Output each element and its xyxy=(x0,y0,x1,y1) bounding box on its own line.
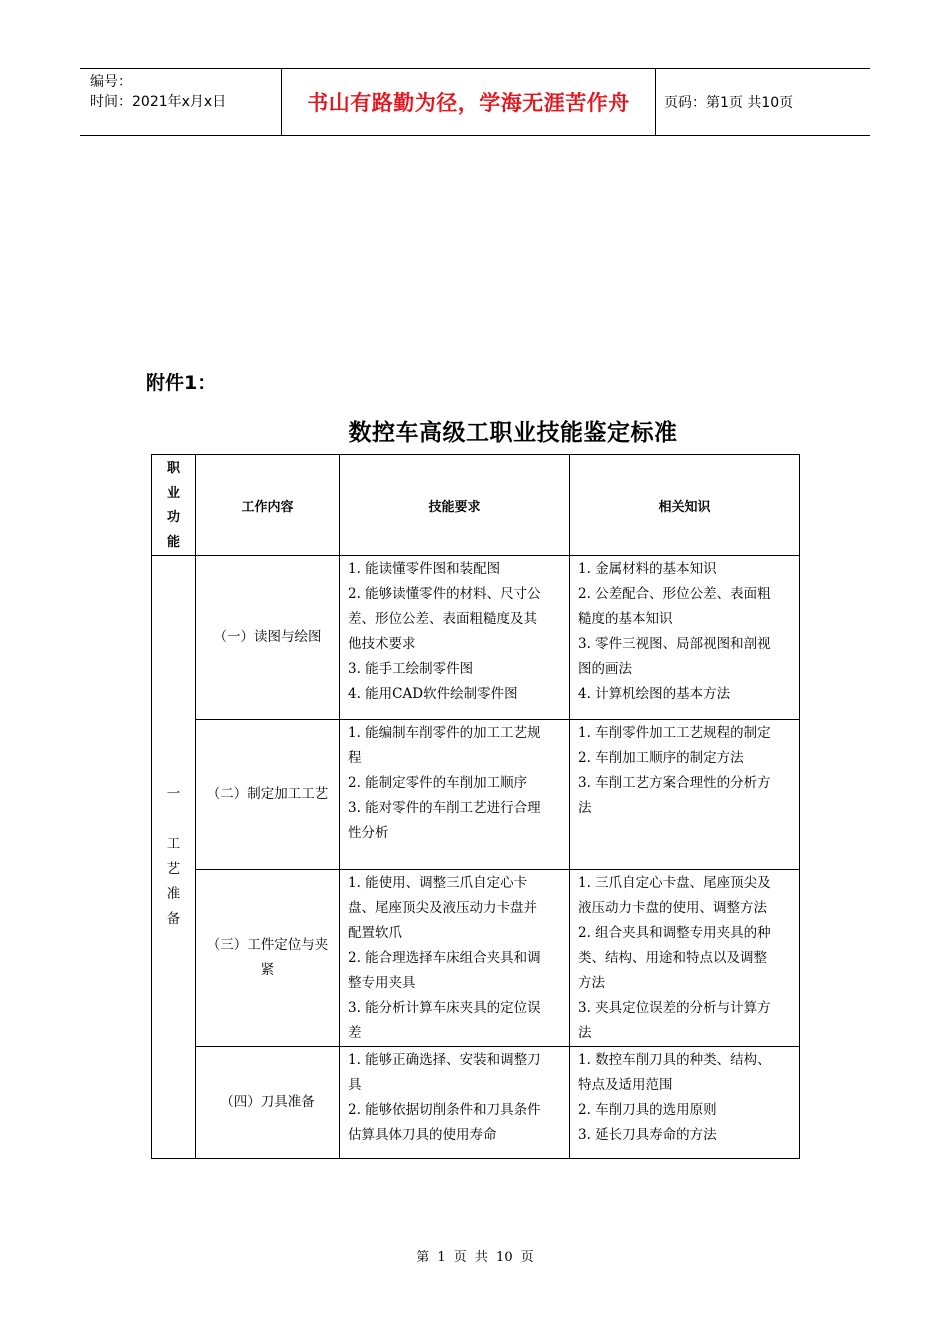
table-row xyxy=(152,870,800,1047)
knowledge-cell: 1. 三爪自定心卡盘、尾座顶尖及 液压动力卡盘的使用、调整方法 2. 组合夹具和调整专用夹具的种 类、结构、用途和特点以及调整 方法 3. 夹具定位误差的分析与计算方 法 xyxy=(570,870,800,1047)
header-function: 职 业 功 能 xyxy=(152,455,196,556)
document-header xyxy=(80,68,870,136)
knowledge-cell: 1. 车削零件加工工艺规程的制定 2. 车削加工顺序的制定方法 3. 车削工艺方案合理性的分析方 法 xyxy=(570,720,800,870)
header-divider xyxy=(655,69,656,135)
header-page-info: 页码：第1页 共10页 xyxy=(664,95,794,111)
work-content-cell: （二）制定加工工艺 xyxy=(196,720,340,870)
work-content-cell: （三）工件定位与夹紧 xyxy=(196,870,340,1047)
header-skill-requirements: 技能要求 xyxy=(340,455,570,556)
table-row xyxy=(152,1047,800,1159)
header-meta xyxy=(80,69,281,135)
work-content-cell: （四）刀具准备 xyxy=(196,1047,340,1159)
header-motto: 书山有路勤为径，学海无涯苦作舟 xyxy=(307,91,630,115)
skills-cell: 1. 能编制车削零件的加工工艺规 程 2. 能制定零件的车削加工顺序 3. 能对零件的车削工艺进行合理 性分析 xyxy=(340,720,570,870)
work-content-cell: （一）读图与绘图 xyxy=(196,556,340,720)
attachment-label: 附件1： xyxy=(146,372,217,394)
skills-cell: 1. 能使用、调整三爪自定心卡 盘、尾座顶尖及液压动力卡盘并 配置软爪 2. 能合理选择车床组合夹具和调 整专用夹具 3. 能分析计算车床夹具的定位误 差 xyxy=(340,870,570,1047)
knowledge-cell: 1. 金属材料的基本知识 2. 公差配合、形位公差、表面粗 糙度的基本知识 3. 零件三视图、局部视图和剖视 图的画法 4. 计算机绘图的基本方法 xyxy=(570,556,800,720)
function-cell: 一 工 艺 准 备 xyxy=(152,556,196,1159)
number-label: 编号： xyxy=(90,74,132,90)
page-footer: 第 1 页 共 10 页 xyxy=(416,1250,534,1265)
time-label: 时间：2021年x月x日 xyxy=(90,94,227,110)
header-work-content: 工作内容 xyxy=(196,455,340,556)
standards-table xyxy=(151,454,800,1159)
header-related-knowledge: 相关知识 xyxy=(570,455,800,556)
table-row xyxy=(152,720,800,870)
table-header-row xyxy=(152,455,800,556)
skills-cell: 1. 能够正确选择、安装和调整刀 具 2. 能够依据切削条件和刀具条件 估算具体刀具的使用寿命 xyxy=(340,1047,570,1159)
document-title: 数控车高级工职业技能鉴定标准 xyxy=(348,420,678,446)
table-row xyxy=(152,556,800,720)
knowledge-cell: 1. 数控车削刀具的种类、结构、 特点及适用范围 2. 车削刀具的选用原则 3. 延长刀具寿命的方法 xyxy=(570,1047,800,1159)
skills-cell: 1. 能读懂零件图和装配图 2. 能够读懂零件的材料、尺寸公 差、形位公差、表面粗糙度及其 他技术要求 3. 能手工绘制零件图 4. 能用CAD软件绘制零件图 xyxy=(340,556,570,720)
